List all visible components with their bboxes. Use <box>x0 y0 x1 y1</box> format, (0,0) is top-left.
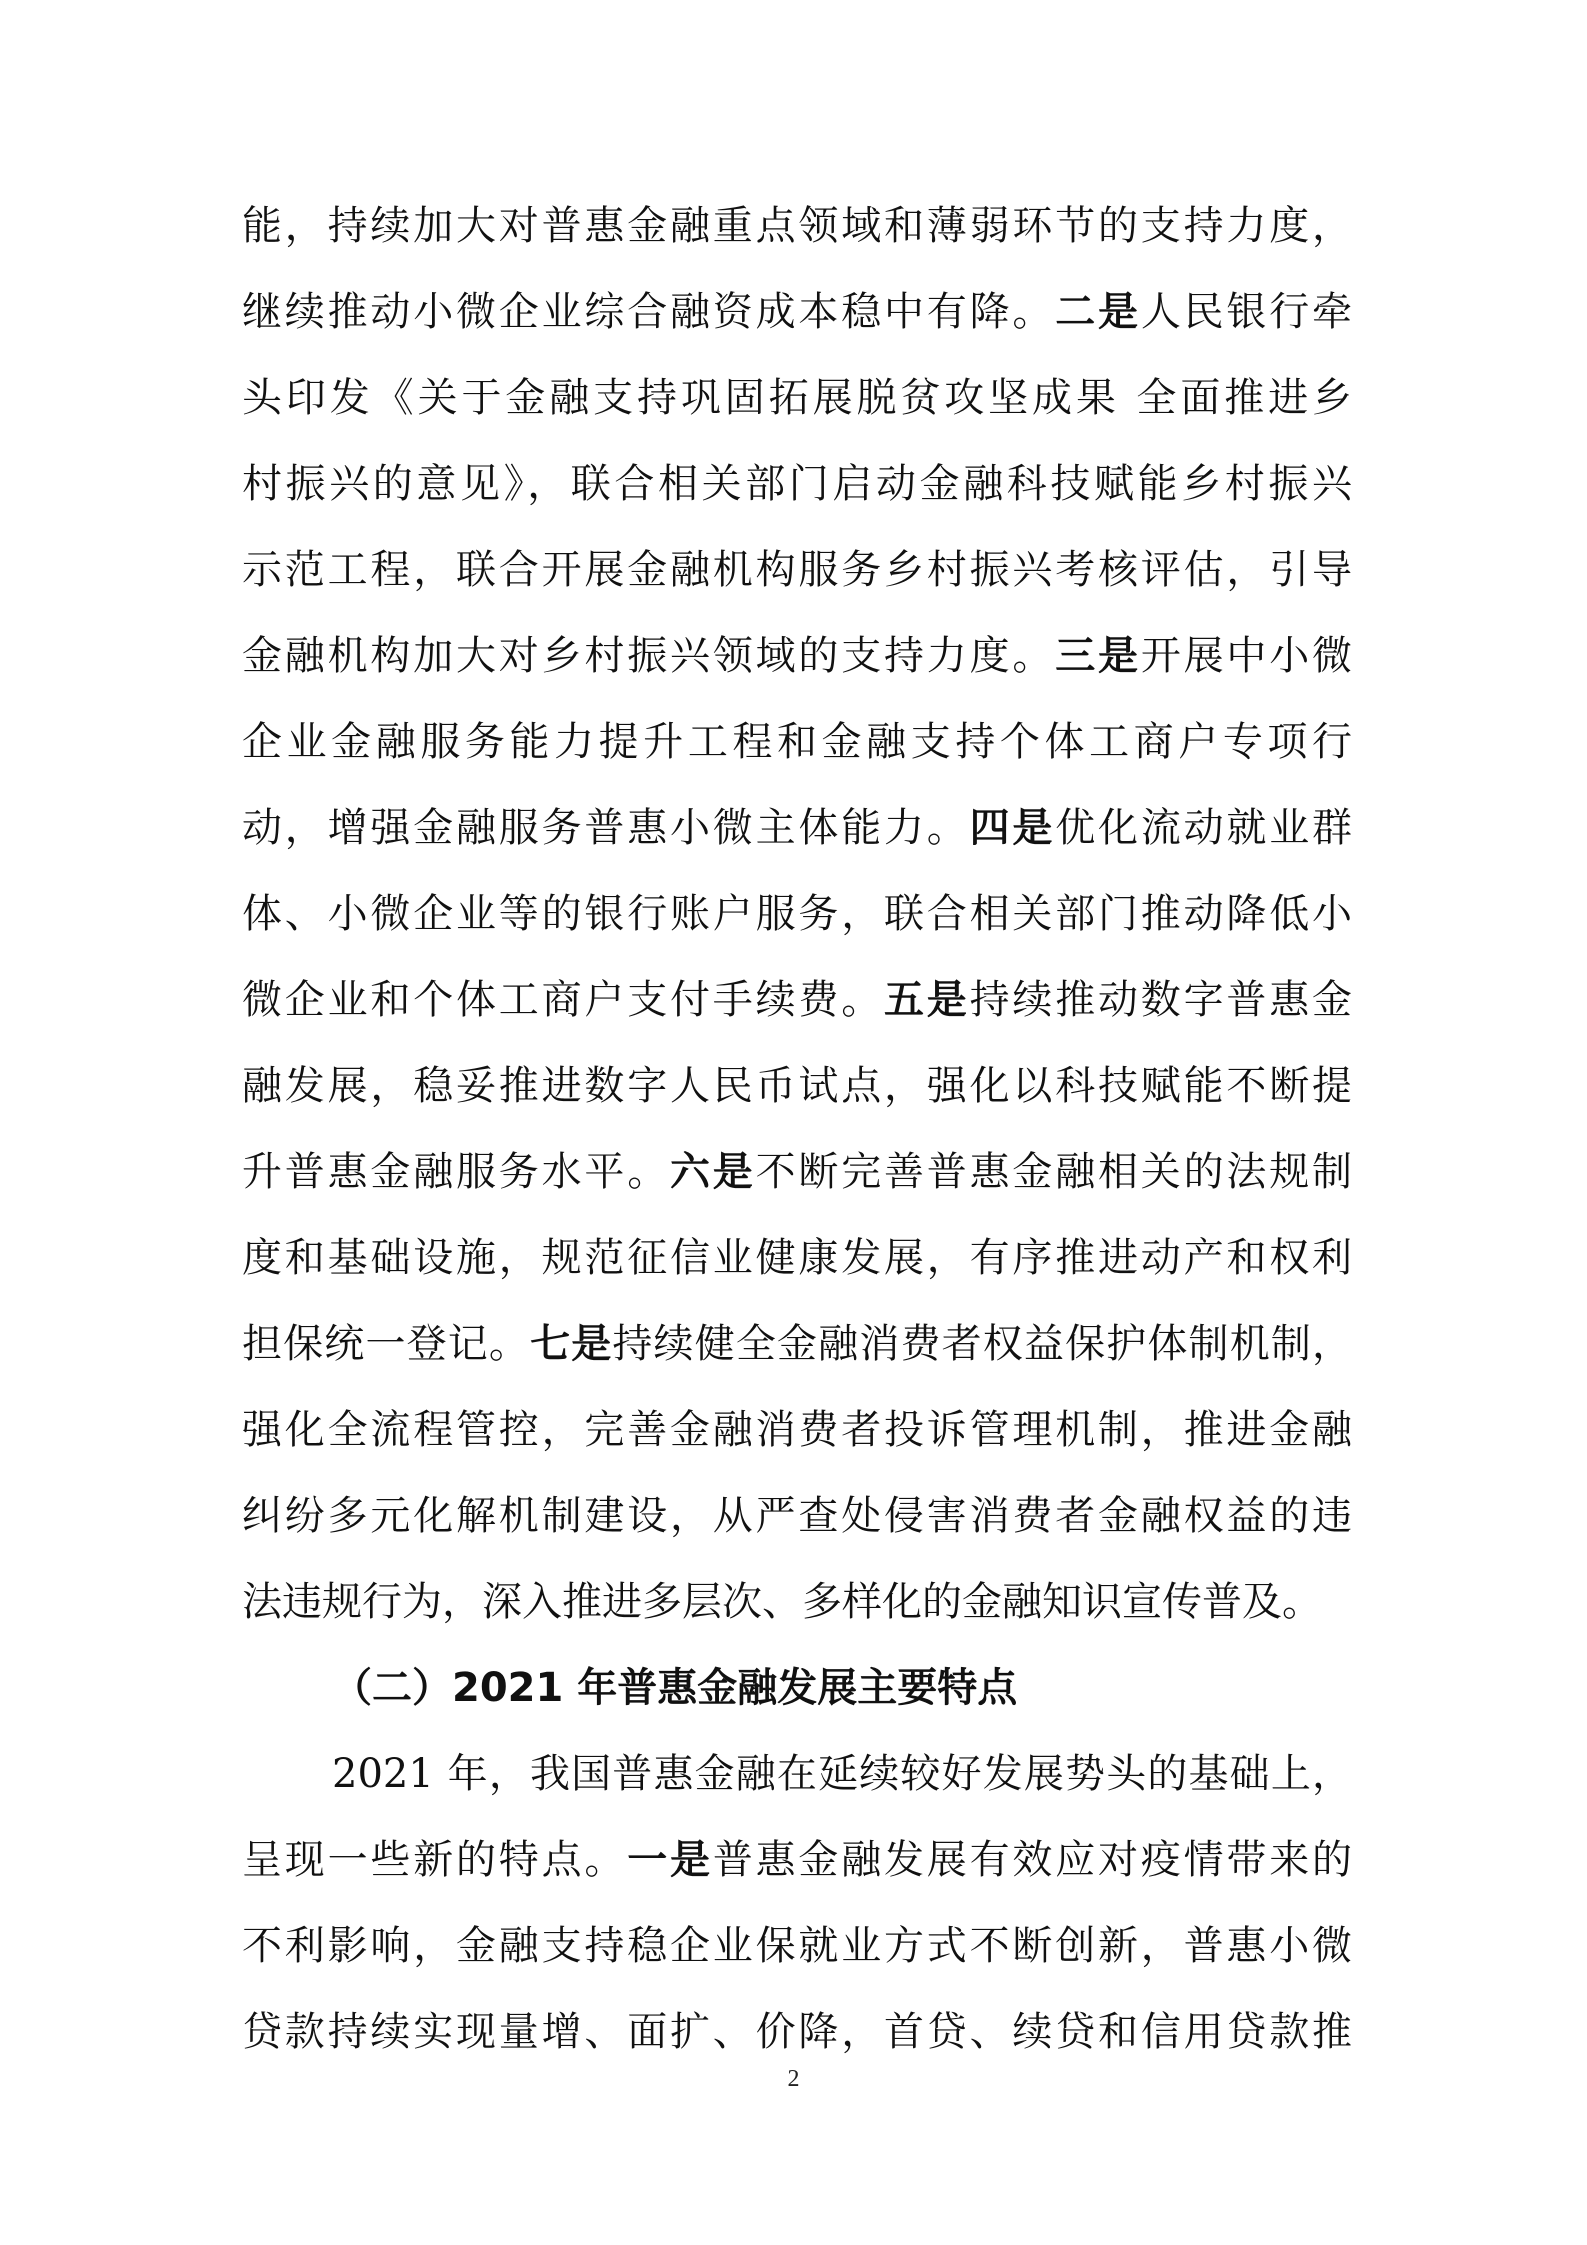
text-segment: 法违规行为，深入推进多层次、多样化的金融知识宣传普及。 <box>242 1579 1322 1625</box>
text-segment: 能，持续加大对普惠金融重点领域和薄弱环节的支持力度， <box>242 203 1352 249</box>
text-segment: 持续推动数字普惠金 <box>969 977 1353 1023</box>
text-segment: 呈现一些新的特点。 <box>242 1837 628 1883</box>
text-segment: 动，增强金融服务普惠小微主体能力。 <box>242 805 970 851</box>
text-segment: 不断完善普惠金融相关的法规制 <box>755 1149 1353 1195</box>
text-segment: 度和基础设施，规范征信业健康发展，有序推进动产和权利 <box>242 1235 1352 1281</box>
text-line <box>242 441 1352 527</box>
text-line <box>242 871 1352 957</box>
bold-enumerator: 三是 <box>1055 633 1141 679</box>
bold-enumerator: 六是 <box>670 1149 756 1195</box>
bold-enumerator: 五是 <box>884 977 970 1023</box>
text-line <box>242 613 1352 699</box>
text-line <box>242 183 1352 269</box>
text-line <box>242 1731 1352 1817</box>
text-segment: 体、小微企业等的银行账户服务，联合相关部门推动降低小 <box>242 891 1352 937</box>
text-line <box>242 269 1352 355</box>
text-line <box>242 1387 1352 1473</box>
section-heading: （二）2021 年普惠金融发展主要特点 <box>332 1665 1018 1711</box>
text-line <box>242 957 1352 1043</box>
text-line <box>242 1301 1352 1387</box>
text-segment: 不利影响，金融支持稳企业保就业方式不断创新，普惠小微 <box>242 1923 1352 1969</box>
text-segment: 企业金融服务能力提升工程和金融支持个体工商户专项行 <box>242 719 1352 765</box>
text-segment: 微企业和个体工商户支付手续费。 <box>242 977 884 1023</box>
text-segment: 2021 年，我国普惠金融在延续较好发展势头的基础上， <box>332 1751 1352 1797</box>
bold-enumerator: 七是 <box>530 1321 613 1367</box>
text-segment: 融发展，稳妥推进数字人民币试点，强化以科技赋能不断提 <box>242 1063 1352 1109</box>
text-segment: 村振兴的意见》，联合相关部门启动金融科技赋能乡村振兴 <box>242 461 1352 507</box>
text-line <box>242 1129 1352 1215</box>
text-segment: 强化全流程管控，完善金融消费者投诉管理机制，推进金融 <box>242 1407 1352 1453</box>
text-segment: 纠纷多元化解机制建设，从严查处侵害消费者金融权益的违 <box>242 1493 1352 1539</box>
text-line <box>242 785 1352 871</box>
text-line <box>242 1043 1352 1129</box>
text-segment: 担保统一登记。 <box>242 1321 531 1367</box>
text-segment: 优化流动就业群 <box>1055 805 1353 851</box>
text-line <box>242 1473 1352 1559</box>
text-line <box>242 1989 1352 2075</box>
text-segment: 持续健全金融消费者权益保护体制机制， <box>612 1321 1353 1367</box>
page-number: 2 <box>787 2066 800 2092</box>
text-segment: 头印发《关于金融支持巩固拓展脱贫攻坚成果 全面推进乡 <box>242 375 1352 421</box>
text-segment: 升普惠金融服务水平。 <box>242 1149 670 1195</box>
bold-enumerator: 二是 <box>1055 289 1141 335</box>
text-line <box>242 1559 1352 1645</box>
text-segment: 继续推动小微企业综合融资成本稳中有降。 <box>242 289 1056 335</box>
text-line <box>242 527 1352 613</box>
body-text <box>242 183 1352 2075</box>
text-segment: 示范工程，联合开展金融机构服务乡村振兴考核评估，引导 <box>242 547 1352 593</box>
text-segment: 金融机构加大对乡村振兴领域的支持力度。 <box>242 633 1056 679</box>
text-segment: 普惠金融发展有效应对疫情带来的 <box>712 1837 1353 1883</box>
text-line <box>242 1817 1352 1903</box>
text-segment: 开展中小微 <box>1140 633 1353 679</box>
text-line <box>242 1215 1352 1301</box>
bold-enumerator: 一是 <box>627 1837 713 1883</box>
text-line <box>242 355 1352 441</box>
bold-enumerator: 四是 <box>969 805 1056 851</box>
text-line <box>242 1903 1352 1989</box>
text-line <box>242 699 1352 785</box>
text-segment: 人民银行牵 <box>1140 289 1353 335</box>
text-segment: 贷款持续实现量增、面扩、价降，首贷、续贷和信用贷款推 <box>242 2009 1352 2055</box>
